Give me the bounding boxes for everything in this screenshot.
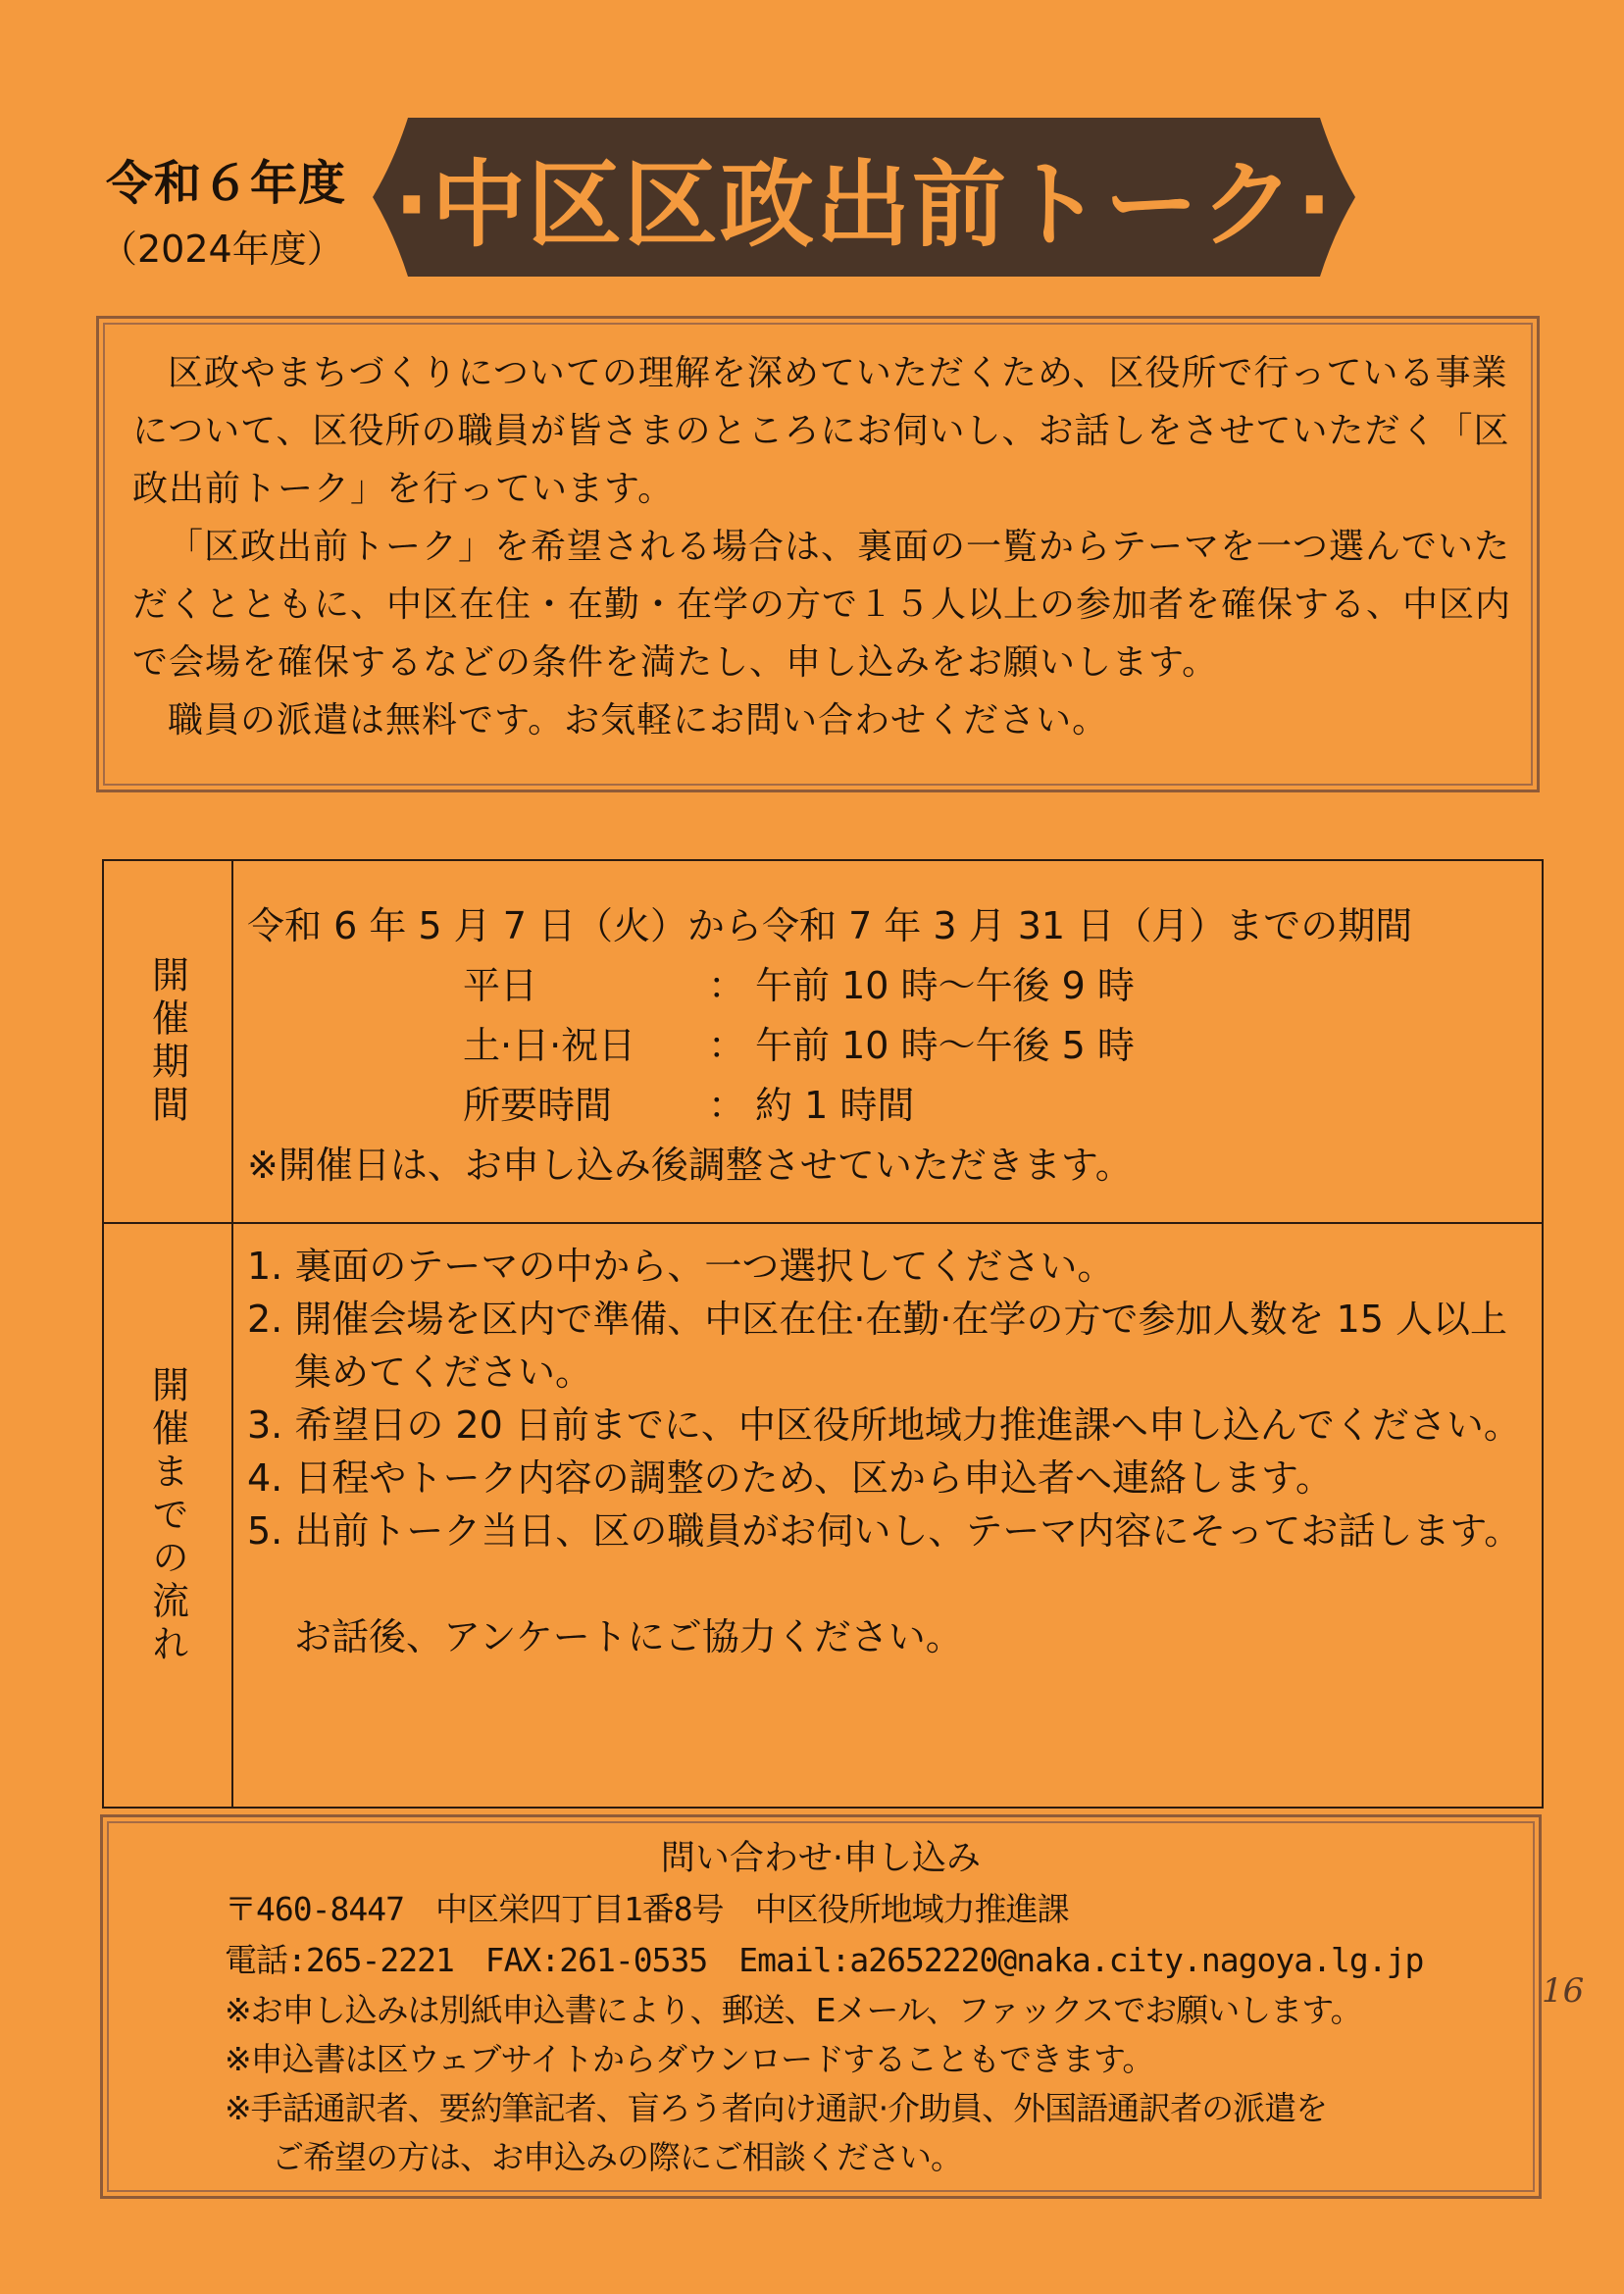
period-label-cell (104, 861, 233, 1222)
title-banner (369, 110, 1359, 284)
contact-note: ※お申し込みは別紙申込書により、郵送、Eメール、ファックスでお願いします。 (225, 1991, 1362, 2029)
period-row (104, 861, 1542, 1222)
period-content (247, 896, 1532, 1196)
schedule-key: 土·日·祝日 (463, 1024, 636, 1067)
schedule-colon: ： (708, 1084, 746, 1127)
schedule-colon: ： (708, 1024, 746, 1067)
schedule-value: 約 1 時間 (755, 1084, 915, 1127)
fiscal-year: 令和６年度 (106, 156, 347, 211)
info-table (102, 859, 1544, 1809)
period-range: 令和 6 年 5 月 7 日（火）から令和 7 年 3 月 31 日（月）までの期間 (247, 904, 1413, 947)
flow-after-note: お話後、アンケートにご協力ください。 (294, 1615, 963, 1658)
flow-step: 2. 開催会場を区内で準備、中区在住·在勤·在学の方で参加人数を 15 人以上集めてください。 (247, 1298, 1508, 1394)
schedule-row (463, 1016, 1532, 1076)
flow-label-cell (104, 1224, 233, 1809)
contact-phone-email: 電話:265-2221 FAX:261-0535 Email:a2652220@naka.city.nagoya.lg.jp (225, 1941, 1424, 1979)
schedule-row (463, 1076, 1532, 1136)
fiscal-year-western: （2024年度） (100, 228, 344, 271)
contact-note: ご希望の方は、お申込みの際にご相談ください。 (272, 2138, 962, 2176)
flow-content (247, 1240, 1532, 1663)
contact-note: ※申込書は区ウェブサイトからダウンロードすることもできます。 (225, 2040, 1154, 2078)
flow-step: 5. 出前トーク当日、区の職員がお伺いし、テーマ内容にそってお話します。 (247, 1509, 1522, 1553)
flow-step: 1. 裏面のテーマの中から、一つ選択してください。 (247, 1245, 1115, 1288)
flow-row (104, 1222, 1542, 1809)
schedule-value: 午前 10 時～午後 5 時 (755, 1024, 1135, 1067)
schedule-key: 所要時間 (463, 1084, 613, 1127)
flow-step: 3. 希望日の 20 日前までに、中区役所地域力推進課へ申し込んでください。 (247, 1403, 1521, 1447)
schedule-colon: ： (708, 964, 746, 1007)
intro-paragraph: 職員の派遣は無料です。お気軽にお問い合わせください。 (168, 700, 1109, 740)
flow-label: 開催までの流れ (145, 1365, 189, 1667)
contact-address: 〒460-8447 中区栄四丁目1番8号 中区役所地域力推進課 (225, 1890, 1069, 1928)
schedule-value: 午前 10 時～午後 9 時 (755, 964, 1135, 1007)
period-label: 開催期間 (145, 955, 189, 1128)
contact-note: ※手話通訳者、要約筆記者、盲ろう者向け通訳·介助員、外国語通訳者の派遣を (225, 2089, 1328, 2127)
intro-box (96, 316, 1540, 792)
schedule-row (463, 956, 1532, 1016)
page-title: ·中区区政出前トーク· (393, 149, 1335, 260)
period-note: ※開催日は、お申し込み後調整させていただきます。 (247, 1144, 1133, 1187)
intro-paragraph: 「区政出前トーク」を希望される場合は、裏面の一覧からテーマを一つ選んでいただくとともに、中区在住・在勤・在学の方で１５人以上の参加者を確保する、中区内で会場を確保するなどの条件を満たし、申し込みをお願いします。 (132, 527, 1512, 683)
year-block (100, 145, 347, 273)
flow-steps (247, 1240, 1532, 1557)
intro-paragraph: 区政やまちづくりについての理解を深めていただくため、区役所で行っている事業について、区役所の職員が皆さまのところにお伺いし、お話しをさせていただく「区政出前トーク」を行っています。 (132, 353, 1510, 509)
flow-step: 4. 日程やトーク内容の調整のため、区から申込者へ連絡します。 (247, 1456, 1334, 1500)
page-number-mark: 16 (1542, 1971, 1585, 2011)
contact-box (100, 1814, 1542, 2199)
contact-title: 問い合わせ·申し込み (660, 1839, 982, 1878)
schedule-key: 平日 (463, 964, 538, 1007)
